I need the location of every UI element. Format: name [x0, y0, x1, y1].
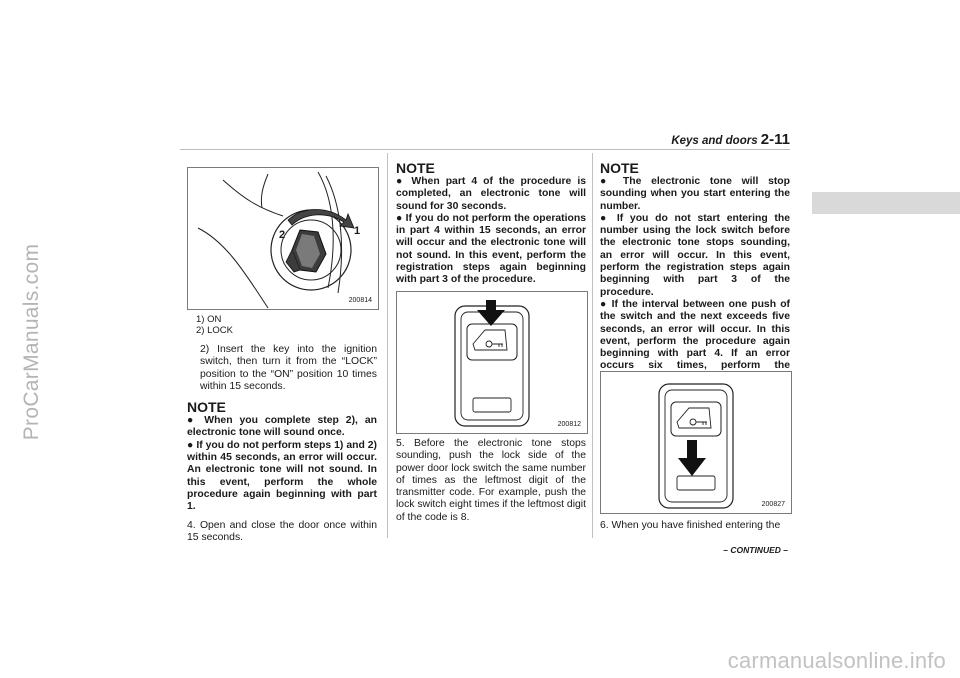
note-item: ● If you do not start entering the number using the lock switch before the electronic tone stops sounding, an error will occur. In this event, perform the registration steps again beginning with part 3 of the procedure.: [600, 212, 790, 298]
page-header: [671, 131, 790, 148]
column-1-text: [187, 314, 377, 544]
callout-2: 2: [279, 229, 286, 241]
note-item: ● If the interval between one push of the switch and the next exceeds five seconds, an error will occur. In this event, perform the procedure again beginning with part 4. If an error occurs six times, perform the: [600, 298, 790, 372]
watermark-left: ProCarManuals.com: [20, 243, 43, 441]
note-item: ● The electronic tone will stop sounding when you start entering the number.: [600, 176, 790, 212]
callout-1: 1: [354, 225, 361, 237]
figure-number: 200812: [557, 421, 581, 428]
column-divider-2: [592, 153, 593, 538]
column-divider-1: [387, 153, 388, 538]
step-2: 2) Insert the key into the ignition switch, then turn it from the “LOCK” position to the “ON” position 10 times within 15 seconds.: [200, 344, 377, 392]
legend-lock: 2) LOCK: [196, 325, 233, 336]
note-item: ● If you do not perform steps 1) and 2) within 45 seconds, an error will occur. An electronic tone will not sound. In this event, perform the whole procedure again beginning with part 1.: [187, 439, 377, 513]
note-heading: NOTE: [600, 160, 639, 176]
page-number: 2-11: [760, 131, 790, 148]
note-heading: NOTE: [396, 160, 435, 176]
step-4: 4. Open and close the door once within 15 seconds.: [187, 519, 377, 543]
legend-on: 1) ON: [196, 314, 222, 325]
step-6: 6. When you have finished entering the: [600, 520, 781, 531]
header-rule: [180, 149, 790, 150]
note-heading: NOTE: [187, 399, 226, 416]
chapter-tab: [812, 192, 960, 214]
section-title: Keys and doors: [671, 135, 758, 147]
figure-number: 200814: [348, 297, 372, 304]
column-2-note: [396, 160, 586, 287]
ignition-key-figure: [187, 167, 379, 310]
column-3-note: [600, 160, 790, 385]
step-5: 5. Before the electronic tone stops sounding, push the lock side of the power door lock switch the same number of times as the leftmost digit of the transmitter code. For example, push the lock switch eight times if the leftmost digit of the code is 8.: [396, 438, 586, 523]
door-lock-switch-illustration: [601, 372, 791, 513]
continued-label: – CONTINUED –: [723, 545, 788, 555]
watermark-bottom: carmanualsonline.info: [727, 648, 946, 673]
note-item: ● If you do not perform the operations in part 4 within 15 seconds, an error will occur and the electronic tone will not sound. In this event, perform the registration steps again beginning with part 3 of the procedure.: [396, 212, 586, 286]
lock-switch-figure-1: [396, 291, 588, 434]
figure-number: 200827: [761, 501, 785, 508]
door-lock-switch-illustration: [397, 292, 587, 433]
note-item: ● When part 4 of the procedure is completed, an electronic tone will sound for 30 seconds.: [396, 176, 586, 212]
note-item: ● When you complete step 2), an electronic tone will sound once.: [187, 415, 377, 439]
lock-switch-figure-2: [600, 371, 792, 514]
